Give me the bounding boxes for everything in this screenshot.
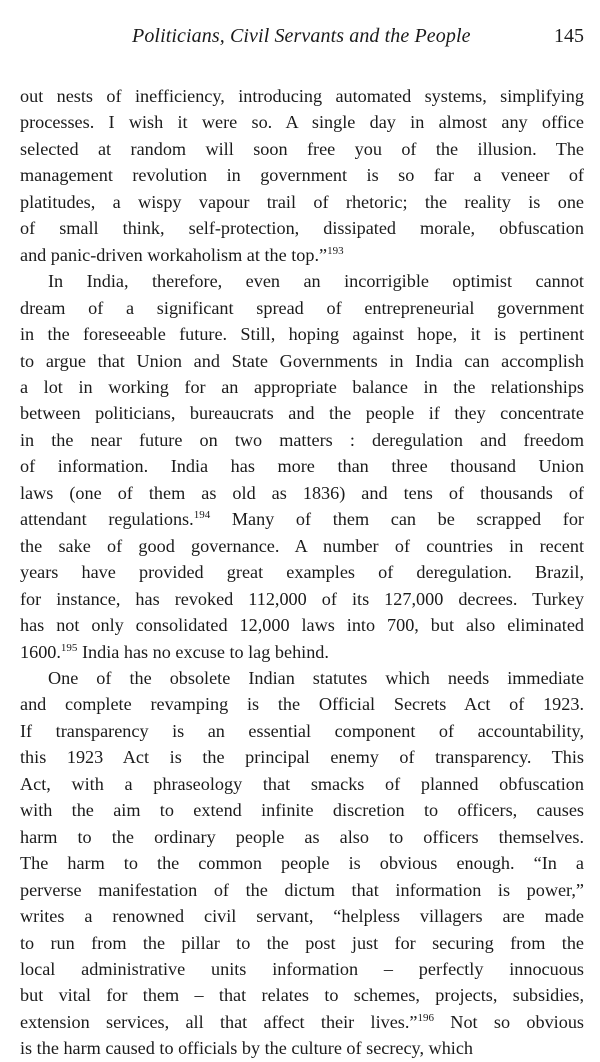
text-line [20,559,584,585]
text-line [20,956,584,982]
text-line [20,586,584,612]
text-run: has not only consolidated 12,000 laws into 700, but also eliminated [20,615,584,636]
text-run: 1600. [20,641,61,662]
text-run: selected at random will soon free you of the illusion. The [20,138,584,159]
text-line [20,427,584,453]
text-line [20,400,584,426]
text-run: to argue that Union and State Governments in India can accomplish [20,350,584,371]
text-run: One of the obsolete Indian statutes which needs immediate [48,667,584,688]
footnote-marker: 193 [327,244,344,257]
text-line [20,744,584,770]
text-line [20,639,584,665]
footnote-marker: 194 [193,509,211,522]
text-line [20,109,584,135]
text-run: management revolution in government is so far a veneer of [20,165,584,186]
text-run: but vital for them – that relates to schemes, projects, subsidies, [20,985,584,1006]
text-line [20,189,584,215]
text-line [20,215,584,241]
text-run: harm to the ordinary people as also to officers themselves. [20,826,584,847]
text-run: of small think, self-protection, dissipated morale, obfuscation [20,218,584,239]
footnote-marker: 195 [60,641,78,654]
text-run: is the harm caused to officials by the culture of secrecy, which [20,1038,474,1059]
text-run: to run from the pillar to the post just for securing from the [20,932,584,953]
text-run: dream of a significant spread of entrepreneurial government [20,297,584,318]
text-run: and complete revamping is the Official Secrets Act of 1923. [20,694,584,715]
text-line [20,612,584,638]
text-run: local administrative units information – perfectly innocuous [20,958,584,979]
text-run: India has no excuse to lag behind. [77,641,329,662]
text-line [20,665,584,691]
paragraph [20,665,584,1062]
text-run: laws (one of them as old as 1836) and tens of thousands of [20,482,584,503]
paragraph [20,83,584,268]
text-run: and panic-driven workaholism at the top.” [20,244,328,265]
text-line [20,1009,584,1035]
text-run: for instance, has revoked 112,000 of its 127,000 decrees. Turkey [20,588,584,609]
text-line [20,268,584,294]
text-line [20,930,584,956]
text-line [20,771,584,797]
text-run: perverse manifestation of the dictum that information is power,” [20,879,584,900]
text-line [20,480,584,506]
text-run: Many of them can be scrapped for [210,509,584,530]
text-run: this 1923 Act is the principal enemy of transparency. This [20,747,584,768]
text-line [20,982,584,1008]
text-run: writes a renowned civil servant, “helpless villagers are made [20,906,584,927]
text-line [20,533,584,559]
text-line [20,348,584,374]
text-line [20,691,584,717]
text-run: with the aim to extend infinite discretion to officers, causes [20,800,584,821]
running-head [20,22,588,50]
text-line [20,824,584,850]
text-run: in the near future on two matters : deregulation and freedom [20,429,584,450]
text-run: years have provided great examples of deregulation. Brazil, [20,562,584,583]
text-run: processes. I wish it were so. A single day in almost any office [20,112,584,133]
running-title: Politicians, Civil Servants and the People [132,25,471,47]
text-line [20,136,584,162]
text-run: Act, with a phraseology that smacks of planned obfuscation [20,773,584,794]
text-run: a lot in working for an appropriate balance in the relationships [20,376,584,397]
text-run: out nests of inefficiency, introducing automated systems, simplifying [20,86,584,106]
paragraph [20,268,584,665]
text-line [20,718,584,744]
text-run: extension services, all that affect their lives.” [20,1011,418,1032]
page-number: 145 [554,25,584,47]
text-run: Not so obvious [434,1011,584,1032]
text-line [20,162,584,188]
text-line [20,797,584,823]
text-line [20,506,584,532]
footnote-marker: 196 [417,1011,434,1024]
text-run: of information. India has more than three thousand Union [20,456,584,477]
text-line [20,850,584,876]
text-run: If transparency is an essential component of accountability, [20,720,584,741]
text-run: The harm to the common people is obvious enough. “In a [20,853,584,874]
text-run: the sake of good governance. A number of countries in recent [20,535,584,556]
text-line [20,453,584,479]
text-line [20,83,584,109]
text-line [20,242,584,268]
text-line [20,374,584,400]
text-run: In India, therefore, even an incorrigible optimist cannot [48,271,584,292]
text-run: platitudes, a wispy vapour trail of rhetoric; the reality is one [20,191,584,212]
text-line [20,1035,584,1061]
text-run: in the foreseeable future. Still, hoping against hope, it is pertinent [20,324,584,345]
text-line [20,321,584,347]
text-run: attendant regulations. [20,509,194,530]
text-line [20,295,584,321]
body-text [20,83,584,1062]
text-run: between politicians, bureaucrats and the people if they concentrate [20,403,584,424]
text-line [20,903,584,929]
text-line [20,877,584,903]
